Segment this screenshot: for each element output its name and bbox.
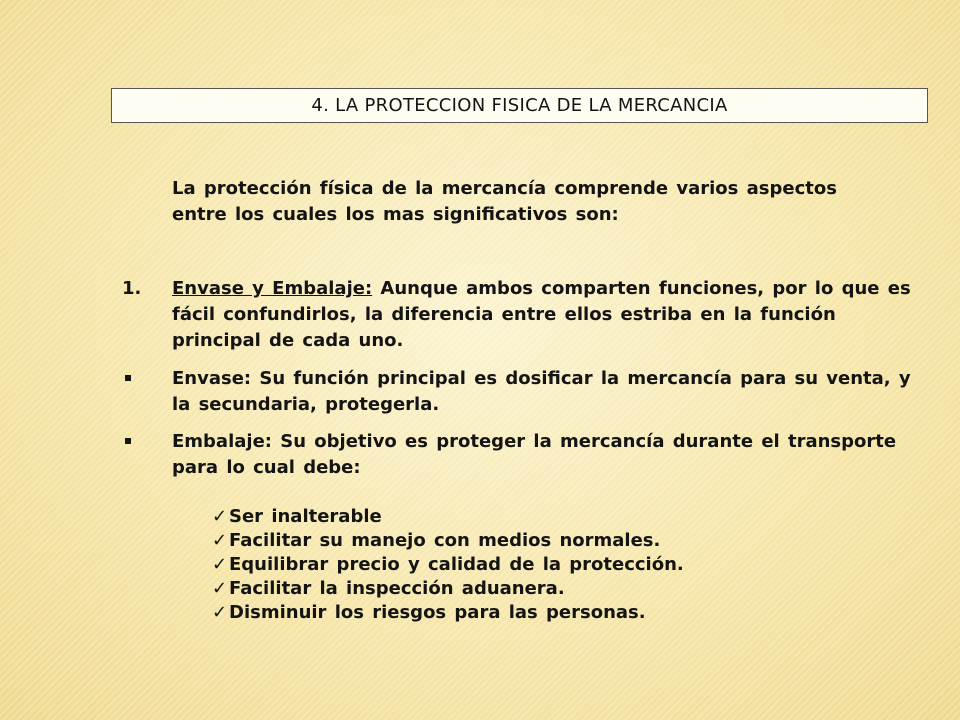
- item-term: Envase y Embalaje:: [172, 278, 373, 299]
- checkmark-icon: ✓: [212, 506, 228, 527]
- list-item-envase: [122, 366, 922, 418]
- checkmark-icon: ✓: [212, 578, 228, 599]
- checkmark-icon: ✓: [212, 602, 228, 623]
- list-item-embalaje: [122, 429, 922, 481]
- checklist-text: Disminuir los riesgos para las personas.: [229, 602, 646, 623]
- item-description: Embalaje: Su objetivo es proteger la mercancía durante el transporte para lo cual debe:: [172, 431, 897, 478]
- checklist-text: Equilibrar precio y calidad de la protección.: [229, 554, 684, 575]
- intro-paragraph: La protección física de la mercancía comprende varios aspectos entre los cuales los mas significativos son:: [172, 178, 837, 225]
- item-number: 1.: [122, 278, 142, 299]
- checklist-item: [212, 553, 684, 577]
- checkmark-icon: ✓: [212, 554, 228, 575]
- checkmark-icon: ✓: [212, 530, 228, 551]
- checklist-text: Facilitar su manejo con medios normales.: [229, 530, 661, 551]
- square-bullet-icon: [125, 375, 131, 381]
- checklist-item: [212, 529, 684, 553]
- item-description: Envase: Su función principal es dosificar la mercancía para su venta, y la secundaria, protegerla.: [172, 368, 911, 415]
- slide-title-box: [111, 88, 928, 123]
- item-text: [172, 276, 917, 354]
- slide-title: 4. LA PROTECCION FISICA DE LA MERCANCIA: [311, 95, 728, 116]
- list-item-envase-embalaje: [122, 276, 922, 354]
- item-description: Aunque ambos comparten funciones, por lo que es fácil confundirlos, la diferencia entre ellos estriba en la función principal de cada uno.: [172, 278, 911, 351]
- checklist-item: [212, 577, 684, 601]
- checklist-text: Facilitar la inspección aduanera.: [229, 578, 565, 599]
- checklist-item: [212, 505, 684, 529]
- requirements-checklist: [212, 505, 684, 625]
- checklist-text: Ser inalterable: [229, 506, 382, 527]
- checklist-item: [212, 601, 684, 625]
- square-bullet-icon: [125, 438, 131, 444]
